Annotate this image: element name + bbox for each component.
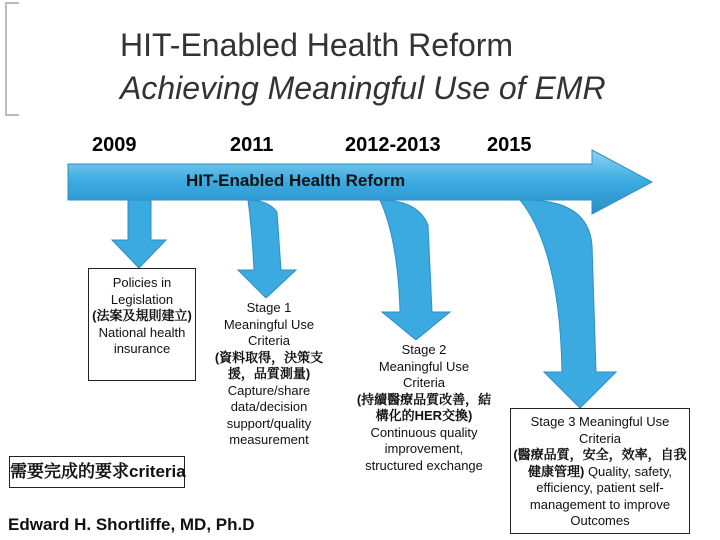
slide-title: HIT-Enabled Health Reform — [120, 27, 514, 63]
box-2013-line: Continuous quality improvement, structured exchange — [365, 424, 483, 473]
year-2015: 2015 — [487, 134, 532, 156]
box-2009-cn: (法案及規則建立) — [92, 308, 192, 323]
box-2015-line: Quality, safety, efficiency, patient self-management to improve Outcomes — [529, 463, 672, 528]
box-2011-line: Meaningful Use — [223, 316, 315, 332]
box-2013-stage2 — [354, 340, 494, 520]
slide-subtitle: Achieving Meaningful Use of EMR — [120, 70, 606, 106]
box-2013-cn: (持續醫療品質改善，結構化的HER交換) — [356, 391, 492, 423]
box-2009-line: Legislation — [110, 291, 174, 307]
year-2009: 2009 — [92, 134, 137, 156]
box-2011-line: Capture/share data/decision support/quality measurement — [226, 382, 312, 447]
box-2011-line: Stage 1 — [246, 300, 292, 315]
criteria-note: 需要完成的要求criteria — [9, 456, 185, 488]
box-2013-line: Stage 2 — [401, 342, 447, 357]
box-2013-line: Meaningful Use — [378, 358, 470, 374]
box-2015-stage3 — [510, 408, 690, 534]
box-2011-cn: (資料取得，決策支援，品質測量) — [214, 349, 324, 381]
arrow-2012-2013 — [380, 200, 450, 340]
year-2012-2013: 2012-2013 — [345, 134, 441, 156]
box-2009-line: Policies in — [112, 275, 172, 290]
box-2011-line: Criteria — [248, 333, 290, 348]
box-2011-stage1 — [206, 298, 332, 458]
box-2013-line: Criteria — [403, 375, 445, 390]
box-2009-policies — [88, 268, 196, 381]
arrow-2009 — [112, 200, 166, 268]
box-2015-line: Criteria — [579, 430, 621, 446]
arrow-2015 — [520, 200, 616, 408]
arrow-2011 — [238, 200, 296, 298]
box-2015-line: Stage 3 Meaningful Use — [530, 414, 670, 429]
box-2015-cn: (醫療品質，安全，效率，自我健康管理) — [513, 447, 687, 479]
band-label: HIT-Enabled Health Reform — [186, 171, 406, 190]
box-2009-line: National health insurance — [98, 324, 186, 356]
year-2011: 2011 — [230, 134, 274, 156]
author-credit: Edward H. Shortliffe, MD, Ph.D — [8, 515, 255, 534]
